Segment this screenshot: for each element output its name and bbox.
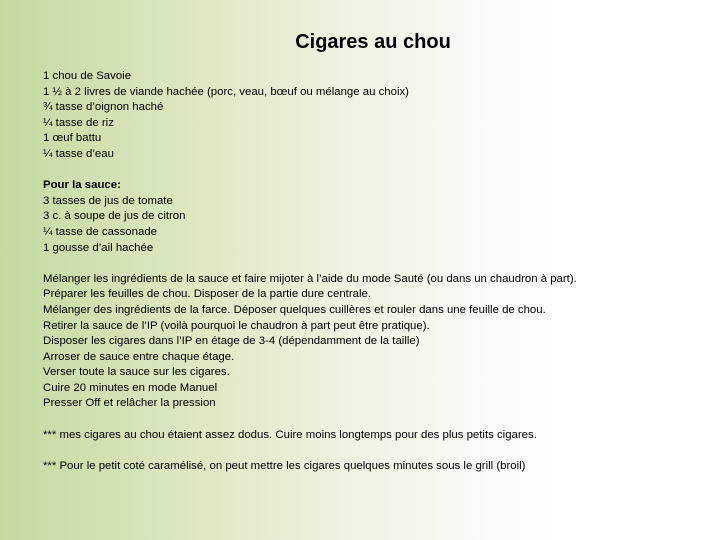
step-item: Verser toute la sauce sur les cigares.: [43, 366, 230, 379]
step-item: Arroser de sauce entre chaque étage.: [43, 350, 235, 363]
ingredient-item: 1 œuf battu: [43, 132, 102, 145]
ingredient-item: ¼ tasse d’eau: [43, 147, 114, 160]
spacer: [43, 163, 703, 179]
note-item: *** Pour le petit coté caramélisé, on peut mettre les cigares quelques minutes sous le grill (broil): [43, 459, 526, 472]
spacer: [43, 443, 703, 459]
note-item: *** mes cigares au chou étaient assez dodus. Cuire moins longtemps pour des plus petits cigares.: [43, 428, 537, 441]
ingredient-item: ¼ tasse de riz: [43, 116, 114, 129]
step-item: Mélanger des ingrédients de la farce. Déposer quelques cuillères et rouler dans une feuille de chou.: [43, 303, 546, 316]
spacer: [43, 412, 703, 428]
ingredient-item: ¾ tasse d’oignon haché: [43, 101, 164, 114]
step-item: Disposer les cigares dans l’IP en étage de 3-4 (dépendamment de la taille): [43, 335, 420, 348]
recipe-body: [43, 69, 703, 474]
sauce-heading: Pour la sauce:: [43, 179, 121, 192]
step-item: Retirer la sauce de l’IP (voilà pourquoi le chaudron à part peut être pratique).: [43, 319, 430, 332]
spacer: [43, 256, 703, 272]
step-item: Préparer les feuilles de chou. Disposer de la partie dure centrale.: [43, 288, 371, 301]
sauce-item: 3 c. à soupe de jus de citron: [43, 210, 186, 223]
ingredient-item: 1 chou de Savoie: [43, 70, 132, 82]
ingredient-item: 1 ½ à 2 livres de viande hachée (porc, veau, bœuf ou mélange au choix): [43, 85, 409, 98]
sauce-section: [43, 178, 703, 256]
sauce-item: 3 tasses de jus de tomate: [43, 194, 173, 207]
steps-list: [43, 272, 703, 412]
sauce-item: 1 gousse d’ail hachée: [43, 241, 154, 254]
step-item: Cuire 20 minutes en mode Manuel: [43, 381, 218, 394]
step-item: Mélanger les ingrédients de la sauce et faire mijoter à l’aide du mode Sauté (ou dans un chaudron à part).: [43, 272, 577, 285]
step-item: Presser Off et relâcher la pression: [43, 397, 216, 410]
sauce-item: ¼ tasse de cassonade: [43, 225, 157, 238]
recipe-title: Cigares au chou: [295, 31, 451, 53]
ingredients-list: [43, 69, 703, 163]
